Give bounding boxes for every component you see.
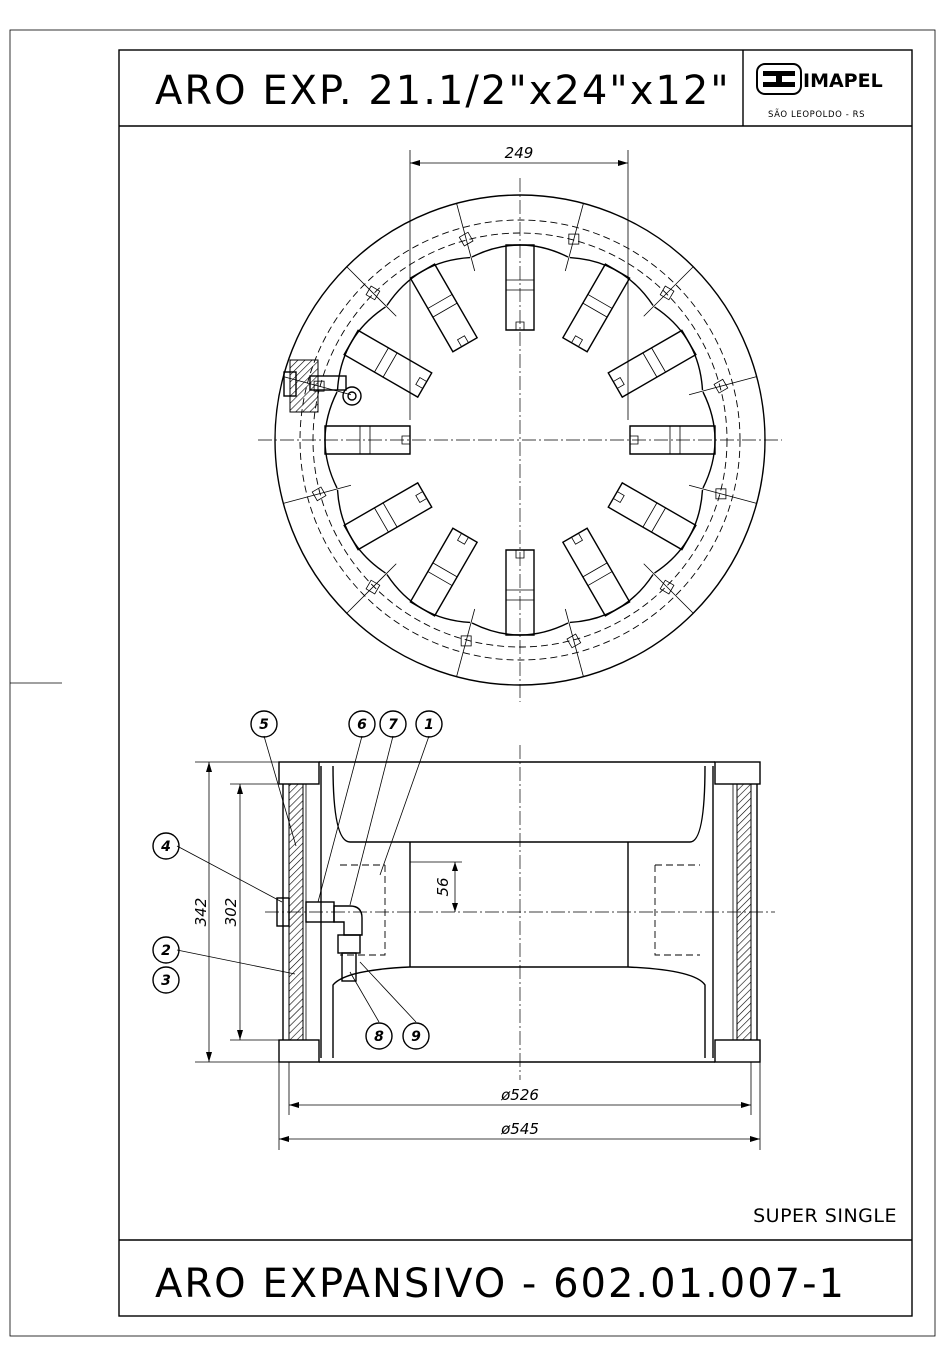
svg-text:1: 1 (424, 717, 434, 733)
svg-text:7: 7 (388, 717, 398, 733)
dim-56-label: 56 (434, 877, 452, 897)
logo-location: SÃO LEOPOLDO - RS (768, 110, 866, 120)
segment-5 (584, 453, 749, 613)
svg-text:2: 2 (161, 943, 171, 959)
section-view (153, 711, 775, 1150)
logo-name: IMAPEL (803, 70, 883, 92)
svg-text:9: 9 (411, 1029, 421, 1045)
balloon-5 (251, 711, 277, 737)
sheet-outer-border (10, 30, 935, 1336)
segment-8 (347, 504, 507, 669)
segment-3 (591, 280, 756, 440)
super-single-note: SUPER SINGLE (753, 1205, 897, 1227)
dim-526-label: ø526 (501, 1086, 539, 1104)
svg-text:6: 6 (357, 717, 367, 733)
svg-text:4: 4 (161, 839, 171, 855)
balloon-1 (416, 711, 442, 737)
segment-2 (533, 211, 693, 376)
imapel-logo-mark (757, 64, 801, 94)
balloon-4 (153, 833, 179, 859)
svg-text:3: 3 (161, 973, 171, 989)
balloon-6 (349, 711, 375, 737)
balloon-9 (403, 1023, 429, 1049)
flange-top-left (279, 762, 319, 784)
svg-text:8: 8 (374, 1029, 384, 1045)
dim-249-label: 249 (504, 144, 534, 162)
balloon-2 (153, 937, 179, 963)
flange-bottom-left (279, 1040, 319, 1062)
dim-342-label: 342 (192, 897, 210, 927)
dim-526 (289, 1062, 751, 1115)
dim-302-label: 302 (222, 897, 240, 927)
balloon-8 (366, 1023, 392, 1049)
valve-fitting (284, 360, 361, 412)
svg-text:5: 5 (259, 717, 269, 733)
segment-6 (520, 511, 680, 676)
upper-segment-profile (333, 766, 705, 842)
segment-9 (283, 440, 448, 600)
bore-profile (410, 842, 628, 967)
flange-top-right (715, 762, 760, 784)
balloon-7 (380, 711, 406, 737)
flange-bottom-right (715, 1040, 760, 1062)
bottom-title: ARO EXPANSIVO - 602.01.007-1 (155, 1261, 846, 1307)
segment-4 (630, 392, 757, 503)
segment-12 (360, 203, 520, 368)
dim-56 (410, 862, 462, 912)
top-title: ARO EXP. 21.1/2"x24"x12" (155, 68, 731, 114)
top-view (258, 144, 782, 702)
dim-545-label: ø545 (501, 1120, 539, 1138)
dim-545 (279, 1062, 760, 1150)
imapel-logo (757, 64, 883, 120)
balloon-3 (153, 967, 179, 993)
